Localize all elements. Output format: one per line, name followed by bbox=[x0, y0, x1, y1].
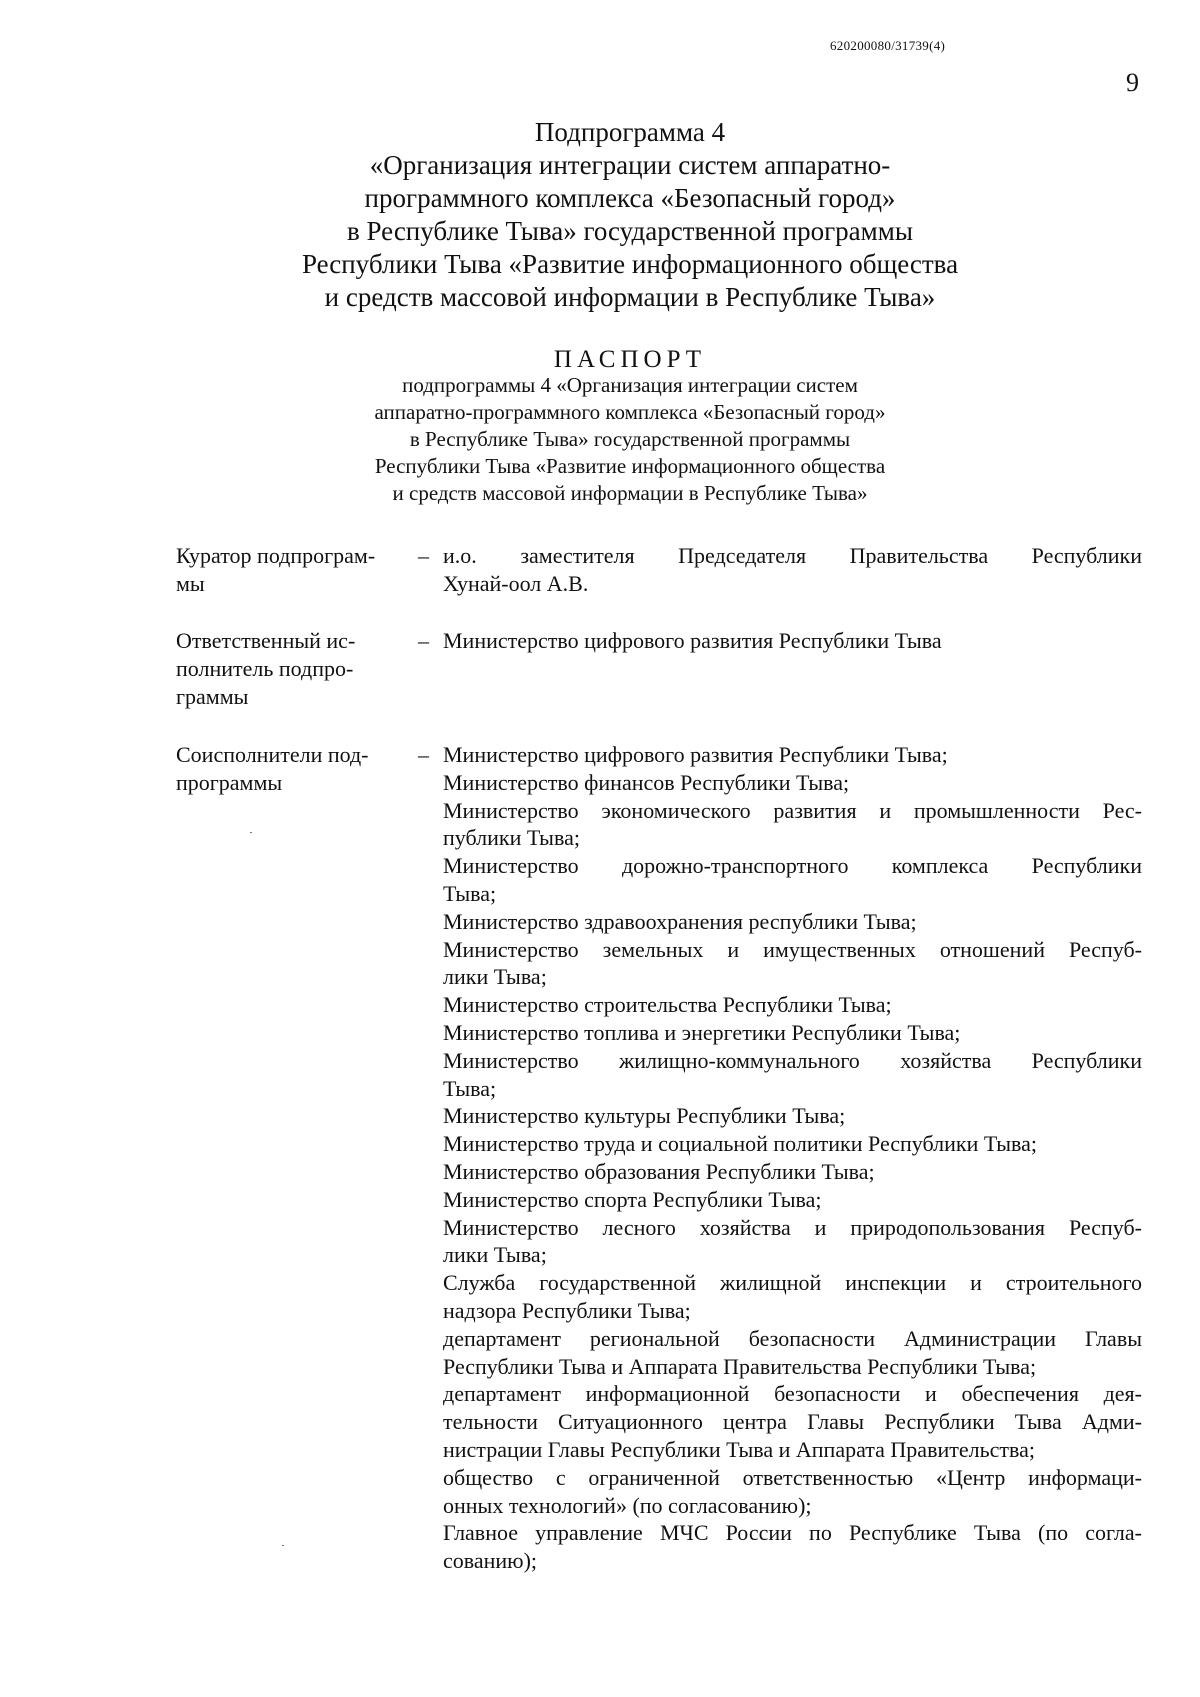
row-value-line: Главное управление МЧС России по Республике Тыва (по согла- bbox=[443, 1520, 1142, 1546]
row-value-line: и.о. заместителя Председателя Правительства Республики bbox=[443, 543, 1142, 568]
row-label bbox=[176, 542, 406, 598]
row-value-line: Министерство спорта Республики Тыва; bbox=[443, 1186, 822, 1212]
row-value-line: департамент информационной безопасности и обеспечения дея- bbox=[443, 1381, 1142, 1407]
row-value-line: Хунай-оол А.В. bbox=[443, 570, 589, 596]
row-value-line: Министерство труда и социальной политики Республики Тыва; bbox=[443, 1131, 1037, 1157]
row-value-line: Республики Тыва и Аппарата Правительства Республики Тыва; bbox=[443, 1353, 1037, 1379]
row-value-line: лики Тыва; bbox=[443, 964, 547, 990]
title-line: Подпрограмма 4 bbox=[534, 117, 726, 147]
row-value-line: онных технологий» (по согласованию); bbox=[443, 1492, 812, 1518]
row-value-line: нистрации Главы Республики Тыва и Аппарата Правительства; bbox=[443, 1436, 1035, 1462]
row-value-line: Министерство земельных и имущественных отношений Респуб- bbox=[443, 936, 1142, 962]
row-value-line: Министерство лесного хозяйства и природопользования Респуб- bbox=[443, 1214, 1142, 1240]
row-value-line: Служба государственной жилищной инспекции и строительного bbox=[443, 1270, 1142, 1296]
title-line: программного комплекса «Безопасный город» bbox=[364, 183, 896, 213]
row-value-line: Министерство цифрового развития Республики Тыва; bbox=[443, 742, 948, 767]
row-value bbox=[443, 741, 1142, 1575]
passport-subtitle-line: подпрограммы 4 «Организация интеграции систем bbox=[402, 373, 858, 397]
title-line: и средств массовой информации в Республике Тыва» bbox=[324, 282, 936, 312]
subprogram-title bbox=[200, 116, 1060, 314]
row-value bbox=[443, 542, 1142, 598]
row-label-line: Куратор подпрограм- bbox=[176, 543, 376, 568]
passport-subtitle-line: в Республике Тыва» государственной программы bbox=[409, 427, 851, 451]
row-value-line: общество с ограниченной ответственностью «Центр информаци- bbox=[443, 1464, 1142, 1490]
row-label-line: программы bbox=[176, 769, 283, 795]
row-value-line: Министерство строительства Республики Тыва; bbox=[443, 992, 892, 1018]
document-id: 620200080/31739(4) bbox=[830, 38, 946, 53]
title-line: в Республике Тыва» государственной программы bbox=[347, 216, 913, 246]
row-value-line: Министерство дорожно-транспортного комплекса Республики bbox=[443, 853, 1142, 879]
page-number: 9 bbox=[1126, 68, 1139, 97]
row-value-line: публики Тыва; bbox=[443, 825, 580, 851]
passport-heading: ПАСПОРТ bbox=[553, 346, 707, 373]
row-dash: – bbox=[418, 742, 429, 767]
row-dash: – bbox=[418, 543, 429, 568]
row-value-line: сованию); bbox=[443, 1548, 538, 1574]
row-value-line: Министерство жилищно-коммунального хозяйства Республики bbox=[443, 1047, 1142, 1073]
row-label-line: Ответственный ис- bbox=[176, 628, 356, 653]
row-value-line: Министерство финансов Республики Тыва; bbox=[443, 769, 850, 795]
row-label bbox=[176, 627, 406, 710]
passport-subtitle-line: и средств массовой информации в Республике Тыва» bbox=[392, 481, 868, 505]
row-value-line: Министерство здравоохранения республики Тыва; bbox=[443, 908, 917, 934]
title-line: «Организация интеграции систем аппаратно- bbox=[369, 150, 891, 180]
row-value-line: Министерство топлива и энергетики Республики Тыва; bbox=[443, 1019, 961, 1045]
passport-subtitle bbox=[250, 372, 1010, 507]
passport-subtitle-line: аппаратно-программного комплекса «Безопасный город» bbox=[374, 400, 886, 424]
row-value bbox=[443, 627, 1142, 655]
row-value-line: департамент региональной безопасности Администрации Главы bbox=[443, 1325, 1142, 1351]
row-label-line: Соисполнители под- bbox=[176, 742, 369, 767]
row-value-line: Министерство цифрового развития Республики Тыва bbox=[443, 628, 942, 653]
title-line: Республики Тыва «Развитие информационного общества bbox=[301, 249, 959, 279]
row-label-line: мы bbox=[176, 570, 205, 596]
row-value-line: Министерство экономического развития и промышленности Рес- bbox=[443, 797, 1142, 823]
row-label bbox=[176, 741, 406, 797]
scan-speck bbox=[250, 832, 252, 833]
row-value-line: Тыва; bbox=[443, 880, 497, 906]
row-label-line: полнитель подпро- bbox=[176, 655, 354, 681]
row-value-line: тельности Ситуационного центра Главы Республики Тыва Адми- bbox=[443, 1409, 1142, 1435]
row-value-line: лики Тыва; bbox=[443, 1242, 547, 1268]
row-value-line: Тыва; bbox=[443, 1075, 497, 1101]
row-dash: – bbox=[418, 628, 429, 653]
scan-speck bbox=[282, 1545, 284, 1546]
passport-subtitle-line: Республики Тыва «Развитие информационного общества bbox=[374, 454, 886, 478]
row-label-line: граммы bbox=[176, 683, 249, 709]
row-value-line: Министерство образования Республики Тыва; bbox=[443, 1158, 875, 1184]
row-value-line: надзора Республики Тыва; bbox=[443, 1297, 691, 1323]
row-value-line: Министерство культуры Республики Тыва; bbox=[443, 1103, 846, 1129]
